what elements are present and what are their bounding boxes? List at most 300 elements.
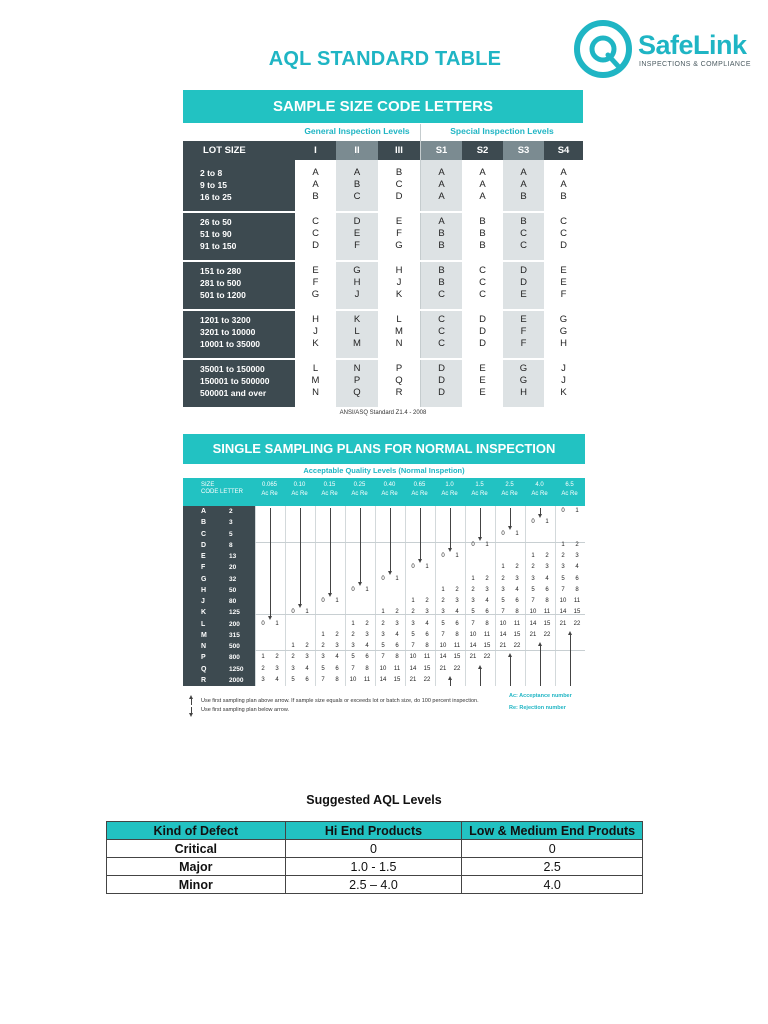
re-value: 2 [365,620,369,627]
hi-end-value: 2.5 – 4.0 [285,876,462,894]
ac-value: 3 [351,643,355,649]
code-letter-cell: A [438,167,445,178]
level-header-s3: S3 [503,141,544,160]
re-value: 6 [395,643,399,649]
re-value: 4 [485,598,489,604]
code-letter-cell: E [479,387,486,398]
re-value: 4 [425,620,429,627]
suggested-aql-table [106,821,643,894]
re-value: 15 [483,643,491,649]
single-sampling-plans-table [183,434,585,724]
re-value: 6 [365,654,369,661]
ac-value: 5 [501,598,505,604]
code-letter-cell: C [438,289,445,300]
re-value: 2 [275,654,279,661]
size-code-letter-header [201,482,243,496]
ac-value: 1 [561,541,565,548]
up-arrow-icon [570,634,571,686]
sample-size: 20 [229,564,237,572]
lot-size-range: 281 to 500 [200,278,242,288]
ac-value: 0 [321,598,325,604]
ac-value: 14 [409,665,417,672]
table-row [107,858,643,876]
defect-kind: Minor [107,876,286,894]
ac-value: 1 [381,609,385,616]
code-letter-cell: J [354,289,360,300]
code-letter-cell: M [353,338,361,349]
sample-size: 8 [229,541,233,549]
re-value: 2 [455,586,459,593]
sample-size: 800 [229,654,240,662]
code-letter-cell: A [438,191,445,202]
hi-end-value: 1.0 - 1.5 [285,858,462,876]
ac-value: 14 [559,609,567,616]
code-letter-cell: M [311,375,320,386]
ac-re-header: Ac Re [471,491,488,497]
ac-value: 0 [351,586,355,593]
code-letter-cell: L [396,314,402,325]
code-letter-cell: D [353,216,361,227]
hi-end-value: 0 [285,840,462,858]
code-letter-cell: K [560,387,567,398]
code-letter-cell: C [520,228,527,239]
ac-value: 3 [381,631,385,638]
re-value: 2 [485,575,489,582]
re-value: 4 [545,575,549,582]
down-arrow-icon [420,508,421,560]
general-inspection-label: General Inspection Levels [304,126,410,136]
down-arrow-icon [450,508,451,549]
code-letter-cell: K [312,338,319,349]
safelink-logo-icon [572,18,634,80]
ac-value: 7 [321,676,325,683]
re-value: 1 [575,508,579,514]
lot-size-range: 9 to 15 [200,180,227,190]
ac-value: 14 [469,643,477,649]
code-letter-cell: Q [353,387,361,398]
up-arrow-icon [510,656,511,686]
code-letter-column [183,506,255,686]
re-value: 6 [545,586,549,593]
ac-value: 5 [531,586,535,593]
code-letter-cell: C [312,228,319,239]
code-letter: D [201,541,207,549]
code-letter-cell: C [438,326,445,337]
ac-value: 3 [441,609,445,616]
ac-value: 7 [441,631,445,638]
ac-value: 21 [559,620,567,627]
code-letter-cell: C [479,289,486,300]
group-separator [183,211,583,213]
re-value: 8 [335,676,339,683]
code-letter-cell: P [395,363,403,374]
ac-value: 10 [349,676,357,683]
lot-size-range: 3201 to 10000 [200,327,256,337]
ac-value: 5 [381,643,385,649]
ac-value: 3 [501,586,505,593]
re-value: 3 [395,620,399,627]
re-value: 22 [483,654,491,661]
re-value: 4 [275,676,279,683]
code-letter-cell: E [520,289,527,300]
code-letter-cell: H [395,265,403,276]
code-letter-cell: G [519,375,528,386]
brand-tagline: INSPECTIONS & COMPLIANCE [639,61,751,68]
sample-size: 3 [229,519,233,527]
re-value: 11 [363,676,371,683]
code-letter-cell: B [479,216,486,227]
code-letter-cell: L [354,326,360,337]
code-letter-cell: A [520,179,527,190]
re-value: 22 [513,643,521,649]
code-letter-cell: B [560,191,567,202]
code-letter-cell: E [560,265,567,276]
ac-value: 3 [471,598,475,604]
code-letter-cell: B [438,228,445,239]
code-letter: B [201,519,207,527]
ac-value: 1 [291,643,295,649]
lot-size-range: 10001 to 35000 [200,339,261,349]
ac-value: 3 [291,665,295,672]
code-letter: C [201,530,207,538]
code-letter-cell: F [520,326,527,337]
re-value: 1 [275,620,279,627]
defect-kind: Critical [107,840,286,858]
code-letter-cell: H [520,387,527,398]
re-value: 11 [393,665,401,672]
re-value: 8 [395,654,399,661]
level-header-iii: III [378,141,420,160]
code-letter-cell: K [353,314,361,325]
aql-level-header: 0.15 [323,482,336,488]
code-letter-cell: D [479,314,486,325]
code-letter-cell: C [438,338,445,349]
code-letter-cell: G [559,326,568,337]
ac-value: 0 [411,564,415,571]
ac-re-header: Ac Re [531,491,548,497]
ac-value: 5 [471,609,475,616]
ac-re-header: Ac Re [411,491,428,497]
up-arrow-icon [450,679,451,686]
up-arrow-icon [480,668,481,687]
ac-value: 1 [441,586,445,593]
code-letter-cell: A [560,179,567,190]
ac-re-header: Ac Re [561,491,578,497]
low-medium-value: 0 [462,840,643,858]
brand-name: SafeLink [638,30,747,60]
low-medium-value: 4.0 [462,876,643,894]
re-value: 2 [305,643,309,649]
code-letter-cell: A [479,167,486,178]
code-letter-cell: A [520,167,527,178]
re-value: 4 [455,609,459,616]
ac-value: 2 [261,665,265,672]
re-value: 6 [335,665,339,672]
code-letter-cell: C [560,228,567,239]
code-letter: A [201,508,207,515]
lot-size-range: 16 to 25 [200,192,232,202]
group-separator [183,309,583,311]
lot-size-range: 2 to 8 [200,168,223,178]
group-separator [183,358,583,360]
code-letter-cell: E [479,363,486,374]
code-letter-cell: E [353,228,361,239]
re-value: 3 [365,631,369,638]
ac-value: 5 [411,631,415,638]
code-letter: G [201,575,207,583]
sample-size: 500 [229,643,240,650]
ac-value: 10 [409,654,417,661]
down-arrow-icon [540,508,541,515]
re-value: 3 [275,665,279,672]
lot-size-range: 91 to 150 [200,241,237,251]
re-value: 11 [573,598,581,604]
re-value: 8 [515,609,519,616]
sample-size-code-letters-table [183,90,583,416]
ac-value: 0 [441,553,445,559]
code-letter-cell: A [312,167,319,178]
ac-value: 0 [561,508,565,514]
re-value: 6 [455,620,459,627]
aql-level-header: 0.65 [413,482,426,488]
sample-size: 13 [229,553,237,560]
aql-level-header: 0.10 [293,482,306,488]
code-letter-cell: B [479,240,486,251]
ac-value: 10 [529,609,537,616]
kind-of-defect-header: Kind of Defect [107,822,286,840]
ac-value: 2 [381,620,385,627]
re-value: 8 [545,598,549,604]
level-header-s1: S1 [421,141,462,160]
code-letter-cell: D [395,191,403,202]
acceptance-legend: Ac: Acceptance number [509,693,572,699]
re-value: 6 [485,609,489,616]
lot-size-header: LOT SIZE [183,141,295,160]
level-header-s4: S4 [544,141,583,160]
lot-size-range: 150001 to 500000 [200,376,270,386]
ac-value: 5 [321,665,325,672]
ac-value: 21 [499,643,507,649]
re-value: 11 [423,654,431,661]
size-label: SIZE [201,482,215,488]
code-letter-cell: N [353,363,361,374]
code-letter-cell: E [560,277,567,288]
code-letter-cell: E [312,265,319,276]
ac-value: 1 [351,620,355,627]
code-letter-cell: E [520,314,527,325]
down-arrow-icon [270,508,271,617]
down-arrow-icon [300,508,301,605]
code-letter-cell: B [395,167,403,178]
re-value: 3 [305,654,309,661]
ac-value: 14 [379,676,387,683]
re-value: 2 [575,541,579,548]
sample-size: 2 [229,508,233,515]
note-up-arrow: Use first sampling plan above arrow. If sample size equals or exceeds lot or batch size, do 100 percent inspection. [201,698,479,704]
re-value: 2 [425,598,429,604]
code-letter-cell: C [438,314,445,325]
code-letter-cell: C [479,265,486,276]
code-letter-cell: A [438,216,445,227]
ac-value: 14 [529,620,537,627]
ac-re-header: Ac Re [441,491,458,497]
code-letter-cell: D [560,240,567,251]
column-divider [525,506,526,686]
re-value: 4 [365,643,369,649]
code-letter-cell: D [438,375,445,386]
code-letter-cell: C [520,240,527,251]
note-down-arrow: Use first sampling plan below arrow. [201,707,290,713]
ac-value: 2 [441,598,445,604]
code-letter-cell: A [438,179,445,190]
ac-value: 2 [351,631,355,638]
code-letter: E [201,553,206,560]
down-arrow-icon [390,508,391,572]
ac-value: 10 [559,598,567,604]
ac-value: 3 [531,575,535,582]
code-letter-cell: E [479,375,486,386]
ac-value: 3 [321,654,325,661]
sample-size: 2000 [229,676,244,684]
aql-level-header: 4.0 [535,482,544,488]
table-row [107,840,643,858]
ac-value: 7 [561,586,565,593]
code-letter-cell: A [560,167,567,178]
lot-size-range: 500001 and over [200,388,267,398]
re-value: 15 [573,609,581,616]
rejection-legend: Re: Rejection number [509,705,566,711]
re-value: 11 [483,631,491,638]
lot-size-range: 151 to 280 [200,266,242,276]
re-value: 22 [453,665,461,672]
ac-value: 1 [321,631,325,638]
re-value: 1 [425,564,429,571]
lot-size-range: 51 to 90 [200,229,232,239]
re-value: 6 [425,631,429,638]
code-letter-cell: G [311,289,320,300]
table2-banner: SINGLE SAMPLING PLANS FOR NORMAL INSPECTION [183,434,585,464]
ac-value: 2 [411,609,415,616]
table2-subtitle: Acceptable Quality Levels (Normal Inspetion) [183,464,585,478]
ac-re-header: Ac Re [291,491,308,497]
ac-value: 10 [469,631,477,638]
sample-size: 125 [229,609,240,617]
re-value: 1 [395,575,399,582]
ac-value: 0 [471,541,475,548]
re-value: 8 [365,665,369,672]
code-letter-cell: A [312,179,319,190]
sample-size: 32 [229,575,237,583]
ac-value: 7 [381,654,385,661]
ac-value: 0 [501,530,505,537]
hi-end-header: Hi End Products [285,822,462,840]
code-letter-cell: K [395,289,403,300]
ac-value: 7 [411,643,415,649]
code-letter-cell: C [395,179,403,190]
ac-re-header: Ac Re [501,491,518,497]
re-value: 3 [335,643,339,649]
code-letter-cell: B [520,216,527,227]
down-arrow-icon [510,508,511,527]
ac-value: 21 [439,665,447,672]
re-value: 4 [575,564,579,571]
standard-footnote: ANSI/ASQ Standard Z1.4 - 2008 [339,410,427,416]
code-letter-cell: B [479,228,486,239]
ac-value: 7 [471,620,475,627]
ac-value: 7 [351,665,355,672]
code-letter-cell: C [353,191,361,202]
ac-value: 1 [501,564,505,571]
suggested-aql-title: Suggested AQL Levels [306,793,442,807]
code-letter: F [201,564,206,572]
sample-size: 200 [229,620,240,628]
ac-value: 14 [439,654,447,661]
code-letter-cell: D [438,387,445,398]
re-value: 2 [335,631,339,638]
code-letter-cell: J [561,363,566,374]
ac-value: 0 [381,575,385,582]
code-letter-cell: M [395,326,403,337]
code-letter-cell: H [560,338,567,349]
code-letter-cell: A [479,191,486,202]
re-value: 15 [393,676,401,683]
ac-value: 21 [529,631,537,638]
code-letter-cell: N [395,338,403,349]
low-medium-value: 2.5 [462,858,643,876]
code-letter-cell: D [438,363,445,374]
code-letter-cell: A [353,167,361,178]
ac-value: 0 [531,519,535,526]
code-letter-cell: F [396,228,402,239]
re-value: 2 [545,553,549,559]
code-letter-cell: G [395,240,403,251]
ac-value: 7 [501,609,505,616]
lot-size-range: 1201 to 3200 [200,315,251,325]
re-value: 22 [573,620,581,627]
code-letter-cell: B [520,191,527,202]
code-letter: J [201,598,205,605]
ac-value: 3 [261,676,265,683]
special-inspection-label: Special Inspection Levels [450,126,554,136]
re-value: 8 [485,620,489,627]
re-value: 2 [395,609,399,616]
re-value: 1 [455,553,459,559]
code-letter-cell: J [561,375,566,386]
re-value: 15 [453,654,461,661]
sample-size: 50 [229,586,237,594]
code-letter-label: CODE LETTER [201,489,244,495]
re-value: 1 [335,598,339,604]
ac-value: 1 [261,654,265,661]
low-medium-end-header: Low & Medium End Produts [462,822,643,840]
code-letter-cell: A [479,179,486,190]
re-value: 8 [425,643,429,649]
ac-value: 5 [291,676,295,683]
re-value: 3 [515,575,519,582]
re-value: 6 [575,575,579,582]
re-value: 8 [575,586,579,593]
re-value: 3 [425,609,429,616]
code-letter-cell: H [312,314,319,325]
sample-size: 80 [229,598,237,605]
ac-value: 1 [471,575,475,582]
re-value: 15 [423,665,431,672]
ac-value: 3 [561,564,565,571]
re-value: 3 [485,586,489,593]
re-value: 11 [513,620,521,627]
level-header-s2: S2 [462,141,503,160]
code-letter-cell: J [396,277,402,288]
